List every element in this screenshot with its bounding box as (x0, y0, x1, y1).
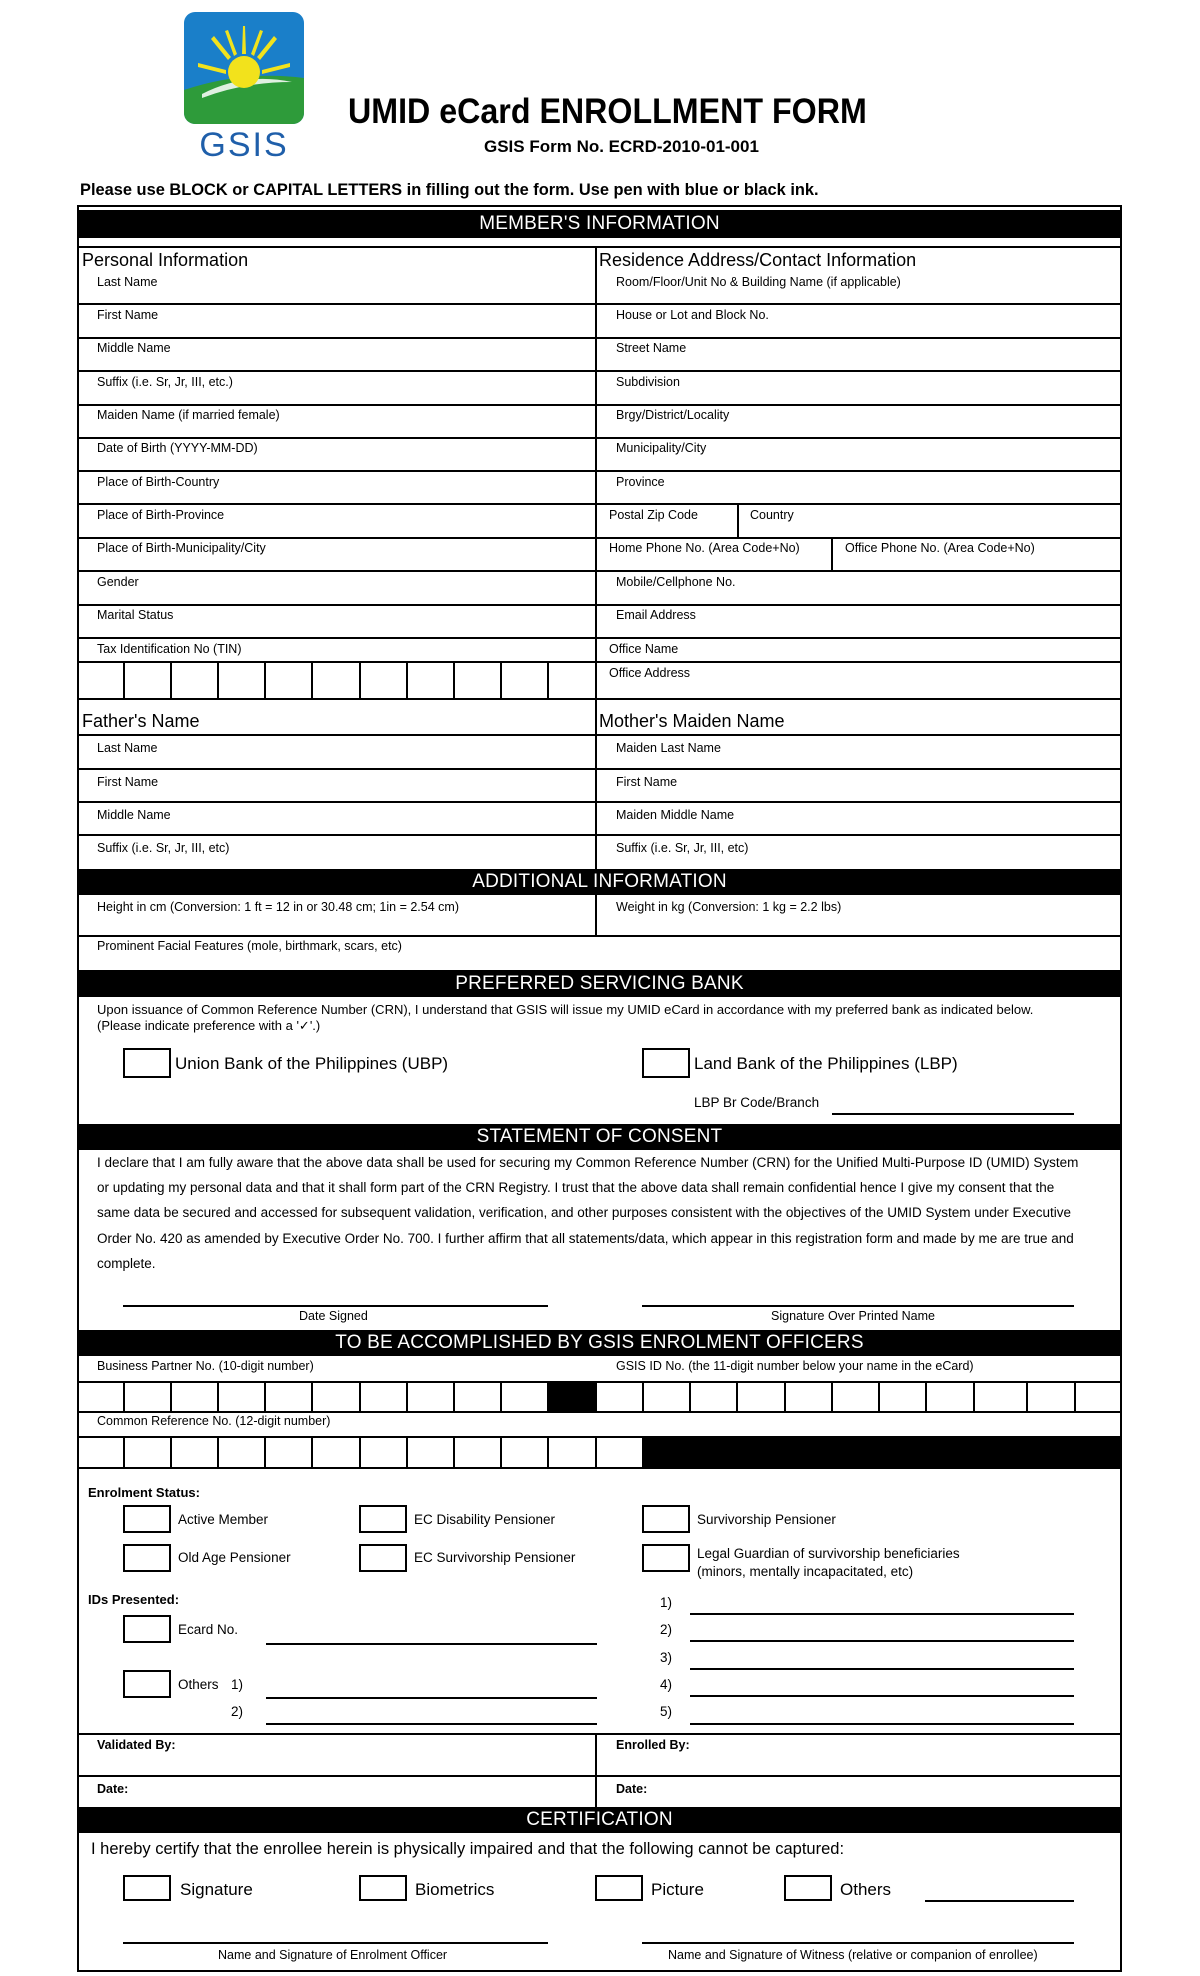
id-num-3: 3) (660, 1650, 673, 1665)
ubp-label: Union Bank of the Philippines (UBP) (175, 1054, 449, 1073)
form-number: GSIS Form No. ECRD-2010-01-001 (484, 137, 759, 156)
gsis-logo-icon (184, 12, 304, 162)
birth-city-label: Place of Birth-Municipality/City (97, 541, 266, 555)
cert-others-label: Others (840, 1880, 892, 1899)
bank-text-2: (Please indicate preference with a '✓'.) (97, 1018, 321, 1033)
enrolled-by-label: Enrolled By: (616, 1738, 690, 1752)
marital-status-label: Marital Status (97, 608, 174, 622)
subdivision-label: Subdivision (616, 375, 680, 389)
witness-signature-line[interactable] (642, 1942, 1074, 1944)
consent-line-5: complete. (97, 1256, 156, 1271)
birth-province-label: Place of Birth-Province (97, 508, 225, 522)
country-label: Country (750, 508, 794, 522)
email-label: Email Address (616, 608, 696, 622)
id-num-2: 2) (660, 1622, 673, 1637)
street-label: Street Name (616, 341, 687, 355)
consent-line-3: same data be secured and accessed for subsequent validation, verification, and other purposes consistent with the objectives of the UMID System under Executive (97, 1205, 1072, 1220)
cert-picture-checkbox[interactable] (595, 1875, 643, 1901)
enrolled-date-label: Date: (616, 1782, 648, 1796)
father-first-label: First Name (97, 775, 159, 789)
gsis-logo (184, 12, 304, 162)
legal-guardian-checkbox[interactable] (642, 1544, 690, 1572)
id-num-4: 4) (660, 1677, 673, 1692)
cert-picture-label: Picture (651, 1880, 704, 1899)
ecard-line[interactable] (266, 1643, 597, 1645)
survivorship-checkbox[interactable] (642, 1505, 690, 1533)
ec-disability-checkbox[interactable] (359, 1505, 407, 1533)
mother-last-label: Maiden Last Name (616, 741, 721, 755)
signature-label: Signature Over Printed Name (771, 1309, 935, 1323)
tin-label: Tax Identification No (TIN) (97, 642, 242, 656)
cert-biometrics-checkbox[interactable] (359, 1875, 407, 1901)
additional-info-header: ADDITIONAL INFORMATION (78, 869, 1121, 895)
gender-label: Gender (97, 575, 139, 589)
certification-header: CERTIFICATION (78, 1807, 1121, 1833)
weight-label: Weight in kg (Conversion: 1 kg = 2.2 lbs) (616, 900, 842, 914)
fathers-name-title: Father's Name (82, 711, 200, 731)
validated-date-label: Date: (97, 1782, 129, 1796)
id-num-5: 5) (660, 1704, 673, 1719)
crn-label: Common Reference No. (12-digit number) (97, 1414, 331, 1428)
survivorship-label: Survivorship Pensioner (697, 1512, 836, 1527)
bp-no-label: Business Partner No. (10-digit number) (97, 1359, 314, 1373)
lbp-branch-line[interactable] (832, 1113, 1074, 1115)
last-name-label: Last Name (97, 275, 158, 289)
date-signed-label: Date Signed (299, 1309, 368, 1323)
ids-presented-label: IDs Presented: (88, 1592, 180, 1607)
consent-header: STATEMENT OF CONSENT (78, 1124, 1121, 1150)
others-2-label: 2) (231, 1704, 244, 1719)
office-address-label: Office Address (609, 666, 691, 680)
residence-title: Residence Address/Contact Information (599, 250, 917, 270)
mobile-label: Mobile/Cellphone No. (616, 575, 736, 589)
mother-middle-label: Maiden Middle Name (616, 808, 735, 822)
ec-survivorship-label: EC Survivorship Pensioner (414, 1550, 576, 1565)
mother-suffix-label: Suffix (i.e. Sr, Jr, III, etc) (616, 841, 749, 855)
maiden-name-label: Maiden Name (if married female) (97, 408, 280, 422)
dob-label: Date of Birth (YYYY-MM-DD) (97, 441, 258, 455)
others-label: Others (178, 1677, 219, 1692)
bank-header: PREFERRED SERVICING BANK (78, 970, 1121, 997)
consent-line-4: Order No. 420 as amended by Executive Order No. 700. I further affirm that all statements/data, which appear in this registration form and made by me are true and (97, 1231, 1074, 1246)
mothers-name-title: Mother's Maiden Name (599, 711, 785, 731)
ec-disability-label: EC Disability Pensioner (414, 1512, 556, 1527)
cert-others-checkbox[interactable] (784, 1875, 832, 1901)
father-last-label: Last Name (97, 741, 158, 755)
instructions: Please use BLOCK or CAPITAL LETTERS in filling out the form. Use pen with blue or black ink. (80, 180, 819, 199)
date-signed-line[interactable] (123, 1305, 548, 1307)
suffix-label: Suffix (i.e. Sr, Jr, III, etc.) (97, 375, 233, 389)
others-1-line[interactable] (266, 1697, 597, 1699)
bank-text-1: Upon issuance of Common Reference Number (CRN), I understand that GSIS will issue my UMID eCard in accordance with my preferred bank as indicated below. (97, 1002, 1034, 1017)
office-phone-label: Office Phone No. (Area Code+No) (845, 541, 1035, 555)
officers-header: TO BE ACCOMPLISHED BY GSIS ENROLMENT OFFICERS (78, 1330, 1121, 1356)
mother-first-label: First Name (616, 775, 678, 789)
first-name-label: First Name (97, 308, 159, 322)
form-title: UMID eCard ENROLLMENT FORM (348, 92, 867, 131)
legal-guardian-label: Legal Guardian of survivorship beneficiaries (697, 1546, 960, 1561)
consent-line-2: or updating my personal data and that it shall form part of the CRN Registry. I trust that the above data shall remain confidential hence I give my consent that the (97, 1180, 1055, 1195)
witness-signature-label: Name and Signature of Witness (relative or companion of enrollee) (668, 1948, 1038, 1962)
id-num-1: 1) (660, 1595, 673, 1610)
certification-text: I hereby certify that the enrollee herein is physically impaired and that the following cannot be captured: (91, 1840, 845, 1858)
old-age-checkbox[interactable] (123, 1544, 171, 1572)
lbp-checkbox[interactable] (642, 1048, 690, 1078)
home-phone-label: Home Phone No. (Area Code+No) (609, 541, 800, 555)
active-member-checkbox[interactable] (123, 1505, 171, 1533)
cert-biometrics-label: Biometrics (415, 1880, 495, 1899)
office-name-label: Office Name (609, 642, 679, 656)
gsis-id-label: GSIS ID No. (the 11-digit number below your name in the eCard) (616, 1359, 974, 1373)
cert-signature-checkbox[interactable] (123, 1875, 171, 1901)
ecard-checkbox[interactable] (123, 1615, 171, 1643)
birth-country-label: Place of Birth-Country (97, 475, 220, 489)
municipality-label: Municipality/City (616, 441, 707, 455)
cert-others-line[interactable] (925, 1900, 1074, 1902)
legal-guardian-note: (minors, mentally incapacitated, etc) (697, 1564, 914, 1579)
postal-label: Postal Zip Code (609, 508, 698, 522)
brgy-label: Brgy/District/Locality (616, 408, 730, 422)
province-label: Province (616, 475, 665, 489)
logo-text: GSIS (199, 126, 289, 162)
house-lot-label: House or Lot and Block No. (616, 308, 769, 322)
enrolment-status-label: Enrolment Status: (88, 1485, 200, 1500)
active-member-label: Active Member (178, 1512, 269, 1527)
others-checkbox[interactable] (123, 1670, 171, 1698)
personal-info-title: Personal Information (82, 250, 249, 270)
signature-line[interactable] (642, 1305, 1074, 1307)
ubp-checkbox[interactable] (123, 1048, 171, 1078)
middle-name-label: Middle Name (97, 341, 171, 355)
old-age-label: Old Age Pensioner (178, 1550, 291, 1565)
consent-line-1: I declare that I am fully aware that the above data shall be used for securing my Common Reference Number (CRN) for the Unified Multi-Purpose ID (UMID) System (97, 1155, 1079, 1170)
lbp-label: Land Bank of the Philippines (LBP) (694, 1054, 958, 1073)
father-middle-label: Middle Name (97, 808, 171, 822)
ec-survivorship-checkbox[interactable] (359, 1544, 407, 1572)
facial-features-label: Prominent Facial Features (mole, birthmark, scars, etc) (97, 939, 402, 953)
others-2-line[interactable] (266, 1723, 597, 1725)
room-floor-label: Room/Floor/Unit No & Building Name (if applicable) (616, 275, 901, 289)
officer-signature-line[interactable] (123, 1942, 548, 1944)
validated-by-label: Validated By: (97, 1738, 176, 1752)
height-label: Height in cm (Conversion: 1 ft = 12 in or 30.48 cm; 1in = 2.54 cm) (97, 900, 459, 914)
members-info-header: MEMBER'S INFORMATION (78, 210, 1121, 238)
ecard-label: Ecard No. (178, 1622, 239, 1637)
lbp-branch-label: LBP Br Code/Branch (694, 1095, 820, 1110)
others-1-label: 1) (231, 1677, 244, 1692)
father-suffix-label: Suffix (i.e. Sr, Jr, III, etc) (97, 841, 230, 855)
officer-signature-label: Name and Signature of Enrolment Officer (218, 1948, 448, 1962)
cert-signature-label: Signature (180, 1880, 253, 1899)
